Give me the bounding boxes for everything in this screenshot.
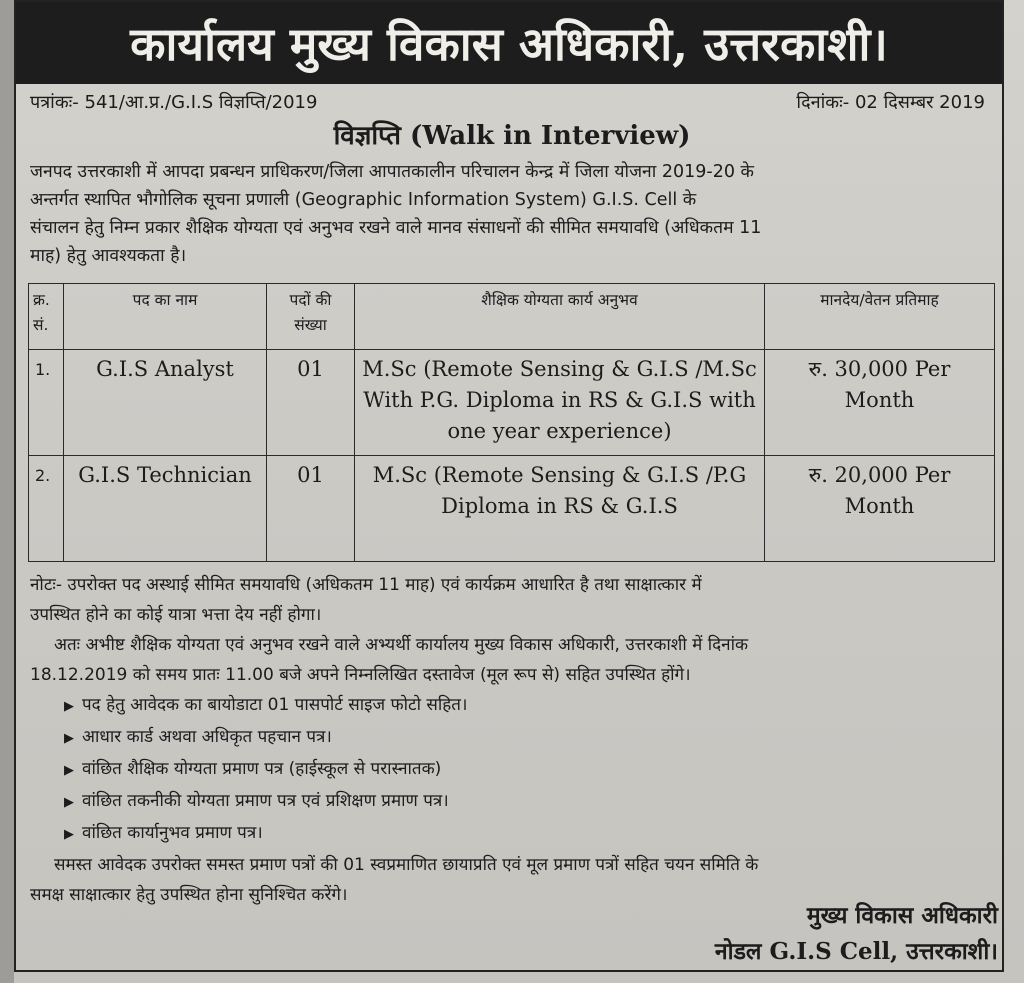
header-post-count: पदों की संख्या xyxy=(267,284,355,350)
row-post-name: G.I.S Analyst xyxy=(64,350,267,456)
list-item xyxy=(30,754,990,786)
notes-section xyxy=(30,570,990,910)
row-salary: रु. 20,000 Per Month xyxy=(765,456,995,562)
row-post-count: 01 xyxy=(267,350,355,456)
bullet-arrow-icon: ▶ xyxy=(64,731,74,746)
note-line: नोटः- उपरोक्त पद अस्थाई सीमित समयावधि (अधिकतम 11 माह) एवं कार्यक्रम आधारित है तथा साक्षात्कार में xyxy=(30,575,702,595)
instruction-line: अतः अभीष्ट शैक्षिक योग्यता एवं अनुभव रखने वाले अभ्यर्थी कार्यालय मुख्य विकास अधिकारी, उत्तरकाशी में दिनांक xyxy=(54,635,749,655)
intro-line: अन्तर्गत स्थापित भौगोलिक सूचना प्रणाली (Geographic Information System) G.I.S. Cell के xyxy=(30,190,697,210)
row-salary: रु. 30,000 Per Month xyxy=(765,350,995,456)
signatory-title: मुख्य विकास अधिकारी xyxy=(806,902,998,929)
header-qualification: शैक्षिक योग्यता कार्य अनुभव xyxy=(355,284,765,350)
closing-line: समस्त आवेदक उपरोक्त समस्त प्रमाण पत्रों की 01 स्वप्रमाणित छायाप्रति एवं मूल प्रमाण पत्रों सहित चयन समिति के xyxy=(54,855,759,875)
row-serial: 2. xyxy=(29,456,64,562)
list-item xyxy=(30,722,990,754)
closing-line: समक्ष साक्षात्कार हेतु उपस्थित होना सुनिश्चित करेंगे। xyxy=(30,885,348,905)
table-row xyxy=(29,350,995,456)
document-text: वांछित कार्यानुभव प्रमाण पत्र। xyxy=(82,823,263,843)
posts-table xyxy=(28,283,995,562)
intro-line: जनपद उत्तरकाशी में आपदा प्रबन्धन प्राधिकरण/जिला आपातकालीन परिचालन केन्द्र में जिला योजना 2019-20 के xyxy=(30,162,754,182)
instruction-line: 18.12.2019 को समय प्रातः 11.00 बजे अपने निम्नलिखित दस्तावेज (मूल रूप से) सहित उपस्थित होंगे। xyxy=(30,665,691,685)
row-serial: 1. xyxy=(29,350,64,456)
documents-list xyxy=(30,690,990,850)
bullet-arrow-icon: ▶ xyxy=(64,699,74,714)
office-title-banner: कार्यालय मुख्य विकास अधिकारी, उत्तरकाशी। xyxy=(16,2,1002,84)
table-header-row xyxy=(29,284,995,350)
note-line: उपस्थित होने का कोई यात्रा भत्ता देय नहीं होगा। xyxy=(30,605,322,625)
table-row xyxy=(29,456,995,562)
row-qualification: M.Sc (Remote Sensing & G.I.S /M.Sc With P.G. Diploma in RS & G.I.S with one year experience) xyxy=(355,350,765,456)
list-item xyxy=(30,818,990,850)
bullet-arrow-icon: ▶ xyxy=(64,763,74,778)
bullet-arrow-icon: ▶ xyxy=(64,827,74,842)
reference-number: पत्रांकः- 541/आ.प्र./G.I.S विज्ञप्ति/2019 xyxy=(30,92,318,113)
notice-date: दिनांकः- 02 दिसम्बर 2019 xyxy=(796,92,985,113)
list-item xyxy=(30,690,990,722)
document-text: वांछित शैक्षिक योग्यता प्रमाण पत्र (हाईस्कूल से परास्नातक) xyxy=(82,759,442,779)
row-qualification: M.Sc (Remote Sensing & G.I.S /P.G Diploma in RS & G.I.S xyxy=(355,456,765,562)
signature-block xyxy=(715,898,998,970)
row-post-count: 01 xyxy=(267,456,355,562)
intro-line: संचालन हेतु निम्न प्रकार शैक्षिक योग्यता एवं अनुभव रखने वाले मानव संसाधनों की सीमित समयावधि (अधिकतम 11 xyxy=(30,218,762,238)
notice-heading: विज्ञप्ति (Walk in Interview) xyxy=(333,121,691,151)
document-text: वांछित तकनीकी योग्यता प्रमाण पत्र एवं प्रशिक्षण प्रमाण पत्र। xyxy=(82,791,449,811)
document-text: पद हेतु आवेदक का बायोडाटा 01 पासपोर्ट साइज फोटो सहित। xyxy=(82,695,468,715)
row-post-name: G.I.S Technician xyxy=(64,456,267,562)
signatory-office: नोडल G.I.S Cell, उत्तरकाशी। xyxy=(714,938,998,965)
list-item xyxy=(30,786,990,818)
intro-line: माह) हेतु आवश्यकता है। xyxy=(30,246,187,266)
document-text: आधार कार्ड अथवा अधिकृत पहचान पत्र। xyxy=(82,727,332,747)
header-post-name: पद का नाम xyxy=(64,284,267,350)
bullet-arrow-icon: ▶ xyxy=(64,795,74,810)
header-salary: मानदेय/वेतन प्रतिमाह xyxy=(765,284,995,350)
intro-paragraph xyxy=(30,158,990,270)
header-serial: क्र. सं. xyxy=(29,284,64,350)
